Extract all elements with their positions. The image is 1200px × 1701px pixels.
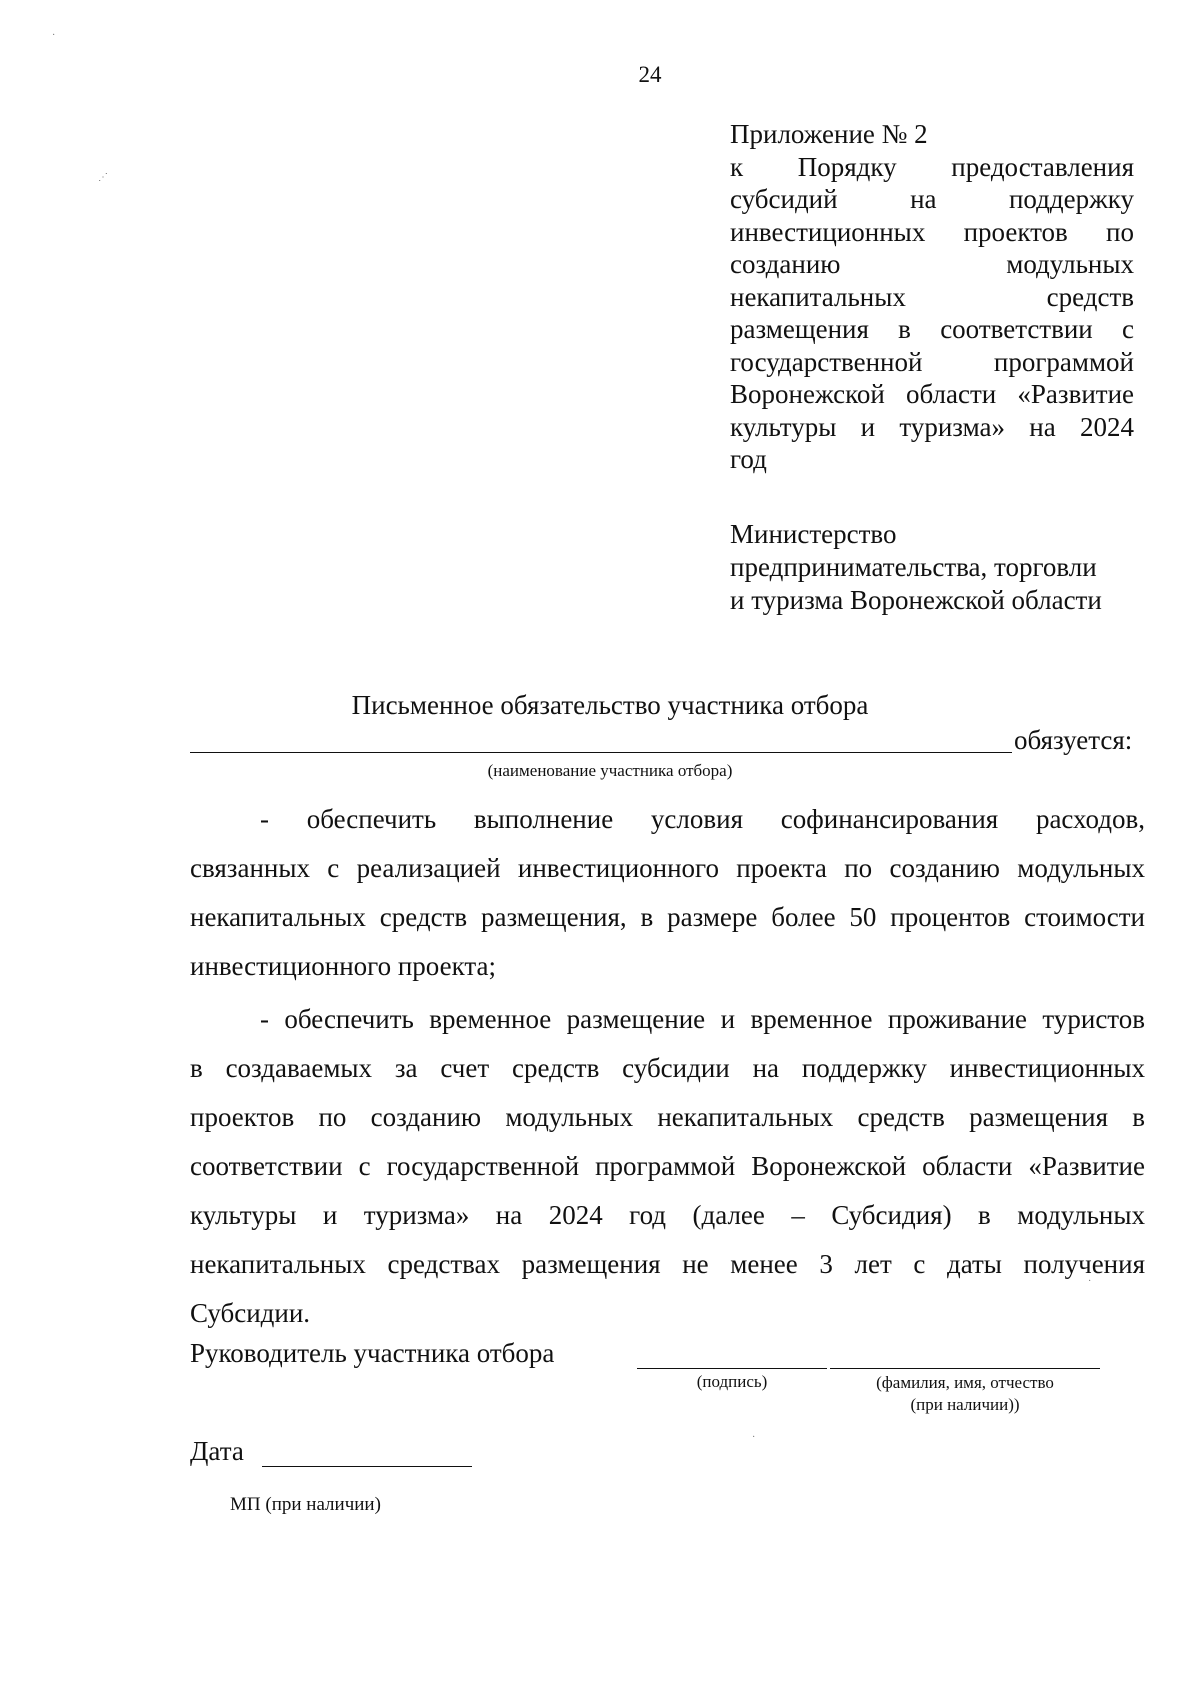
appendix-line: Воронежской области «Развитие <box>730 379 1134 409</box>
addressee-line: Министерство <box>730 519 897 549</box>
paragraph-2-line: соответствии с государственной программой Воронежской области «Развитие <box>190 1151 1145 1181</box>
appendix-line: к Порядку предоставления <box>730 151 1134 182</box>
paragraph-1-line: - обеспечить выполнение условия софинансирования расходов, <box>260 804 1145 834</box>
participant-name-row <box>190 725 1145 761</box>
paragraph-2-line: некапитальных средствах размещения не менее 3 лет с даты получения <box>190 1249 1145 1279</box>
paragraph-1-line: некапитальных средств размещения, в размере более 50 процентов стоимости <box>190 902 1145 932</box>
addressee-line: предпринимательства, торговли <box>730 552 1097 582</box>
paragraph-2-line: - обеспечить временное размещение и временное проживание туристов <box>260 1004 1145 1034</box>
signature-label: Руководитель участника отбора <box>190 1338 555 1368</box>
signature-block <box>190 1338 1145 1428</box>
paragraph-1-line-last: инвестиционного проекта; <box>190 951 496 981</box>
appendix-line-last: год <box>730 444 767 474</box>
addressee-block <box>730 518 1150 617</box>
full-name-caption <box>830 1372 1100 1416</box>
stamp-note: МП (при наличии) <box>230 1494 381 1515</box>
appendix-line: культуры и туризма» на 2024 <box>730 411 1134 442</box>
signature-blank[interactable] <box>637 1368 827 1369</box>
page-number: 24 <box>638 62 662 87</box>
full-name-blank[interactable] <box>830 1368 1100 1369</box>
paragraph-2-line: культуры и туризма» на 2024 год (далее – Субсидия) в модульных <box>190 1200 1145 1230</box>
paragraph-2-line: в создаваемых за счет средств субсидии на поддержку инвестиционных <box>190 1053 1145 1083</box>
appendix-line: инвестиционных проектов по <box>730 216 1134 247</box>
date-row <box>190 1436 590 1476</box>
date-label: Дата <box>190 1436 244 1466</box>
addressee-line: и туризма Воронежской области <box>730 585 1102 615</box>
appendix-line: некапитальных средств <box>730 281 1134 312</box>
appendix-line: субсидий на поддержку <box>730 184 1134 214</box>
signature-caption: (подпись) <box>696 1372 768 1391</box>
document-title: Письменное обязательство участника отбора <box>351 690 869 720</box>
scan-speck: · <box>752 1432 756 1443</box>
participant-name-caption: (наименование участника отбора) <box>487 761 733 780</box>
participant-obligation-word: обязуется: <box>1014 725 1133 755</box>
scan-speck: · <box>52 30 56 41</box>
obligation-text <box>190 795 1145 1338</box>
participant-name-blank[interactable] <box>190 752 1012 753</box>
appendix-block <box>730 118 1134 476</box>
full-name-caption-line-2: (при наличии)) <box>910 1395 1020 1414</box>
paragraph-1-line: связанных с реализацией инвестиционного проекта по созданию модульных <box>190 853 1145 883</box>
scan-speck: ⋰ <box>98 172 108 183</box>
scan-speck: · <box>1088 1276 1092 1287</box>
appendix-line: государственной программой <box>730 346 1134 377</box>
full-name-caption-line-1: (фамилия, имя, отчество <box>876 1373 1054 1392</box>
appendix-line: размещения в соответствии с <box>730 314 1134 344</box>
appendix-line: созданию модульных <box>730 249 1134 279</box>
appendix-heading: Приложение № 2 <box>730 119 928 149</box>
paragraph-2-line: проектов по созданию модульных некапитальных средств размещения в <box>190 1102 1145 1132</box>
paragraph-2-line-last: Субсидии. <box>190 1298 311 1328</box>
date-blank[interactable] <box>262 1466 472 1467</box>
